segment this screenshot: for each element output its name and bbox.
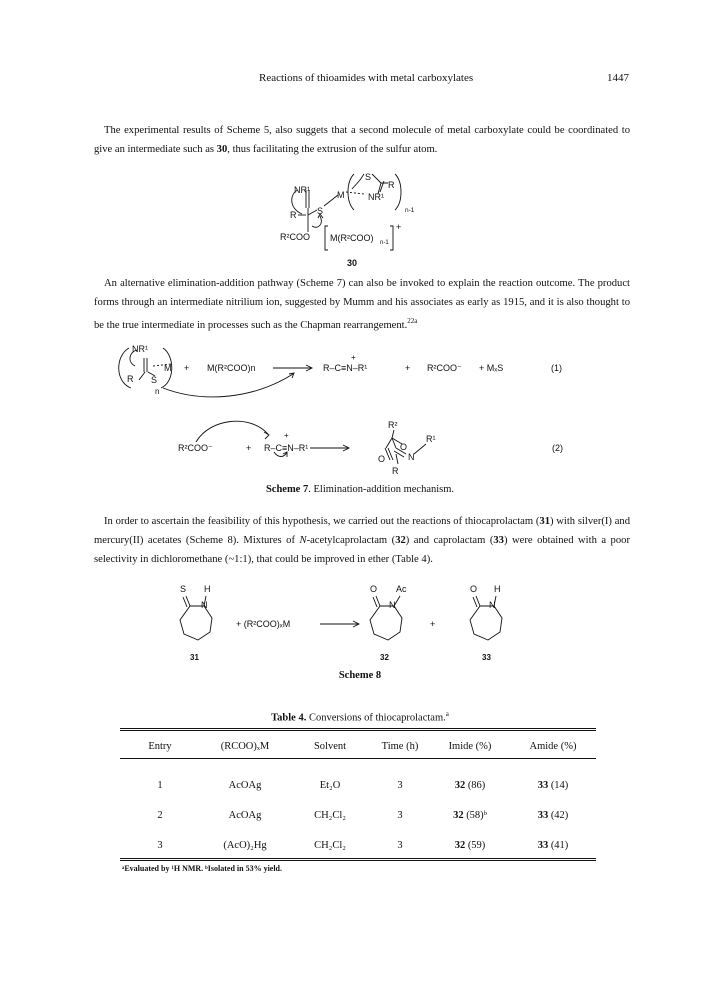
svg-text:NR¹: NR¹ xyxy=(132,344,148,354)
table-bottom-rule-2 xyxy=(120,860,596,861)
table-top-rule xyxy=(120,728,596,729)
eq1-nitrilium: R–C≡N–R¹ xyxy=(323,363,368,373)
eq1-byproduct: + MₓS xyxy=(479,363,504,373)
eq2-nitrilium: R–C≡N–R¹ xyxy=(264,443,309,453)
svg-text:Ac: Ac xyxy=(396,584,407,594)
c30-r-right: R xyxy=(388,180,395,190)
col-header-entry: Entry xyxy=(148,741,172,753)
paragraph-1: The experimental results of Scheme 5, also suggets that a second molecule of metal carboxylate could be coordinated to give an intermediate such as 30, thus facilitating the extrusion of the sulfur atom. xyxy=(94,125,630,155)
svg-text:N: N xyxy=(489,600,496,610)
svg-text:R¹: R¹ xyxy=(426,434,436,444)
svg-text:+: + xyxy=(351,353,356,362)
svg-text:O: O xyxy=(370,584,378,594)
svg-text:S: S xyxy=(180,584,187,594)
c30-m: M xyxy=(337,190,345,200)
table-header-row xyxy=(120,736,596,758)
c30-r-left: R xyxy=(290,210,297,220)
scheme-8-reagent: + (R²COO)ₓM xyxy=(236,619,291,629)
scheme-7-equation-1 xyxy=(115,338,595,398)
eq2-number: (2) xyxy=(552,443,563,453)
compound-30-structure xyxy=(268,168,438,278)
svg-text:R: R xyxy=(127,374,134,384)
svg-text:+: + xyxy=(405,363,411,373)
svg-text:O: O xyxy=(378,454,386,464)
table-4 xyxy=(120,736,596,860)
col-header-imide: Imide (%) xyxy=(448,741,492,753)
col-header-solvent: Solvent xyxy=(313,741,347,753)
compound-31-label: 31 xyxy=(190,653,199,662)
scheme-7-caption: Scheme 7. Elimination-addition mechanism. xyxy=(265,484,455,495)
c30-r2coo: R²COO xyxy=(280,232,310,242)
col-header-salt: (RCOO)ₓM xyxy=(220,741,270,753)
paragraph-2: An alternative elimination-addition pathway (Scheme 7) can also be invoked to explain the reaction outcome. The product forms through an intermediate nitrilium ion, suggested by Mumm and his associates as early as 1915, and it is also thought to be the true intermediate in processes such as the Chapman rearrangement.$^{22a}$ xyxy=(94,278,630,331)
scheme-7-equation-2 xyxy=(170,408,590,478)
c30-m-bracket-sub: n-1 xyxy=(380,240,389,246)
compound-30-label: 30 xyxy=(347,258,358,268)
c30-s-ring: S xyxy=(365,172,372,182)
svg-text:H: H xyxy=(204,584,211,594)
paragraph-3: In order to ascertain the feasibility of this hypothesis, we carried out the reactions of thiocaprolactam (31) with silver(I) and mercury(II) acetates (Scheme 8). Mixtures of N-acetylcaprolactam (32) and caprolactam (33) were obtained with a poor selectivity in dichloromethane (~1:1), that could be improved in ether (Table 4). xyxy=(94,516,630,565)
svg-text:+: + xyxy=(284,431,289,440)
eq1-reagent: M(R²COO)n xyxy=(207,363,256,373)
c30-m-bracket: M(R²COO) xyxy=(330,233,374,243)
col-header-amide: Amide (%) xyxy=(529,741,577,753)
svg-text:+: + xyxy=(184,363,190,373)
eq2-carboxylate: R²COO⁻ xyxy=(178,443,213,453)
svg-text:S: S xyxy=(151,375,158,385)
svg-text:O: O xyxy=(400,442,408,452)
svg-text:N: N xyxy=(389,600,396,610)
svg-text:M: M xyxy=(164,363,172,373)
c30-nr1-right: NR¹ xyxy=(368,192,384,202)
scheme-8-caption: Scheme 8 xyxy=(338,670,382,681)
c30-nr1-top: NR¹ xyxy=(294,185,310,195)
svg-text:O: O xyxy=(470,584,478,594)
table-row: 1 AcOAg Et₂O 3 32 (86) 33 (14) xyxy=(157,779,569,791)
svg-text:N: N xyxy=(408,452,415,462)
svg-text:R: R xyxy=(392,466,399,476)
page-number: 1447 xyxy=(607,72,629,84)
table-top-rule-2 xyxy=(120,730,596,731)
svg-text:H: H xyxy=(494,584,501,594)
table-4-title: Table 4. Conversions of thiocaprolactam.$^a$ xyxy=(271,710,449,724)
c30-plus: + xyxy=(396,222,402,232)
table-row: 2 AcOAg CH₂Cl₂ 3 32 (58)ᵇ 33 (42) xyxy=(157,809,569,821)
svg-text:R²: R² xyxy=(388,420,398,430)
svg-text:+: + xyxy=(430,619,436,629)
svg-text:N: N xyxy=(201,600,208,610)
c30-s-left: S xyxy=(317,206,324,216)
scheme-8-structures xyxy=(160,576,540,676)
c30-n-minus-1: n-1 xyxy=(405,207,415,214)
table-bottom-rule xyxy=(120,858,596,859)
svg-text:n: n xyxy=(155,387,160,396)
svg-text:+: + xyxy=(246,443,252,453)
compound-32-label: 32 xyxy=(380,653,389,662)
eq1-number: (1) xyxy=(551,363,562,373)
running-title: Reactions of thioamides with metal carboxylates xyxy=(259,72,474,84)
table-row: 3 (AcO)₂Hg CH₂Cl₂ 3 32 (59) 33 (41) xyxy=(157,839,569,851)
table-footnote: ᵃEvaluated by ¹H NMR. ᵇIsolated in 53% yield. xyxy=(122,864,283,873)
col-header-time: Time (h) xyxy=(381,741,419,753)
eq1-carboxylate: R²COO⁻ xyxy=(427,363,462,373)
compound-33-label: 33 xyxy=(482,653,491,662)
ref-30: 30 xyxy=(216,144,228,155)
